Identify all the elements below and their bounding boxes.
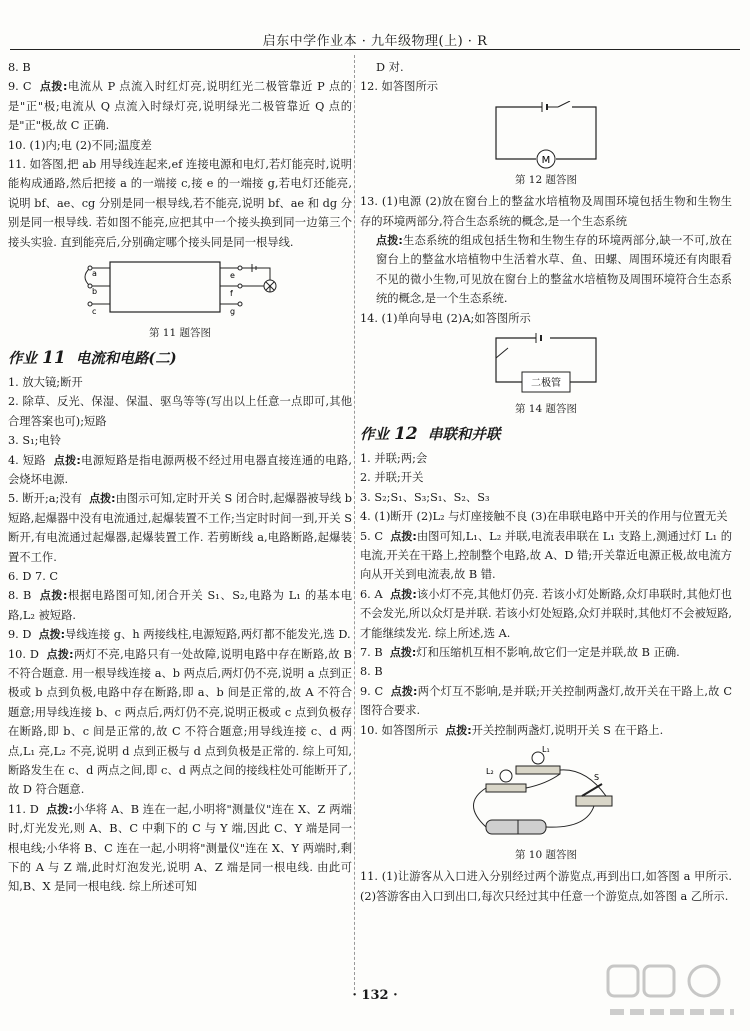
section11-answer-4 [8, 451, 352, 490]
answer-text: 生态系统的组成包括生物和生物生存的环境两部分,缺一不可,放在窗台上的整盆水培植物中生活着水草、鱼、田螺、周围环境还有肉眼看不见的微小生物,可见放在窗台上的整盆水培植物及周围环境符合生态系统的概念,是一个生态系统. [376, 234, 732, 306]
terminal-f-label: f [230, 289, 233, 299]
watermark-logo [604, 960, 744, 1028]
terminal-a-label: a [92, 269, 97, 279]
lamp-base-l2 [486, 784, 526, 792]
section-12-heading [360, 425, 732, 444]
answer-label: 9. C [360, 684, 384, 698]
switch-icon [558, 101, 570, 107]
answer-text: 导线连接 g、h 两接线柱,电源短路,两灯都不能发光,选 D. [65, 628, 351, 642]
answer-text: 根据电路图可知,闭合开关 S₁、S₂,电路为 L₁ 的基本电路,L₂ 被短路. [8, 589, 352, 622]
section12-answer-7 [360, 643, 732, 662]
section-prefix: 作业 [8, 350, 37, 368]
figure-11 [8, 256, 352, 343]
answer-text: 两灯不亮,电路只有一处故障,说明电路中存在断路,故 B 不符合题意. 用一根导线连接 a、b 两点后,两灯仍不亮,说明 a 点到正极或 b 点到负极,电路中存在断路,即 a、b 间是正常的,故 A 不符合题意;用导线连接 b、c 两点后,两灯仍不亮,说明正极或 c 点到负极存在断路,即 b、c 间是正常的,故 C 不符合题意;用导线连接 c、d 两点,L₁ 亮,L₂ 不亮,说明 d 点到正极与 d 点到负极是正常的. 综上可知,断路发生在 c、d 两点之间,即 c、d 两点之间的接线柱处可能断开了,故 D 符合题意. [8, 647, 352, 797]
answer-label: 5. 断开;a;没有 [8, 492, 82, 506]
figure-12 [360, 101, 732, 190]
section11-answer-11 [8, 800, 352, 897]
answer-label: 7. B [360, 645, 383, 659]
answer-9 [8, 77, 352, 135]
answer-text: 由图可知,L₁、L₂ 并联,电流表串联在 L₁ 支路上,测通过灯 L₁ 的电流,开关在干路上,控制整个电路,故 A、D 错;开关靠近电源正极,故电流方向从开关到电流表,故 B 错. [360, 529, 733, 582]
left-column [8, 58, 352, 897]
section12-answer-10 [360, 721, 732, 740]
section11-answer-6-7: 6. D 7. C [8, 569, 59, 583]
terminal-e-label: e [230, 271, 235, 281]
battery-icon [486, 820, 546, 834]
s-label: S [594, 772, 600, 782]
answer-8: 8. B [8, 61, 31, 74]
answer-text: 电流从 P 点流入时红灯亮,说明红光二极管靠近 P 点的是"正"极;电流从 Q 点流入时绿灯亮,说明绿光二极管靠近 Q 点的是"正"极,故 C 正确. [8, 80, 352, 133]
hint-label: 点拨: [46, 647, 74, 661]
figure-12-caption: 第 12 题答图 [514, 173, 578, 186]
header-rule [10, 49, 740, 50]
section11-answer-3: 3. S₁;电铃 [8, 434, 62, 448]
section11-answer-5 [8, 489, 352, 567]
hint-label: 点拨: [390, 587, 417, 601]
section12-answer-2: 2. 并联;开关 [360, 471, 424, 485]
section11-answer-10 [8, 645, 352, 800]
section11-answer-8 [8, 586, 352, 625]
section-title: 电流和电路(二) [75, 350, 177, 368]
answer-label: 8. B [8, 589, 32, 603]
section12-answer-8: 8. B [360, 665, 383, 679]
answer-11: 11. 如答图,把 ab 用导线连起来,ef 连接电源和电灯,若灯能亮时,说明能构成通路,然后把接 a 的一端接 c,接 e 的一端接 g,若电灯还能亮,说明 bf、ae、cg 分别是同一根导线,若不能亮,说明 bf、ae 和 dg 分别是同一根导线. 若如图不能亮,应把其中一个接头换到同一边第三个接头实验. 直到能亮后,分别确定哪个接头同是同一根导线. [8, 158, 352, 249]
answer-label: 4. 短路 [8, 453, 46, 467]
section12-answer-11: 11. (1)让游客从入口进入分别经过两个游览点,再到出口,如答图 a 甲所示. (2)答游客由入口到出口,每次只经过其中任意一个游览点,如答图 a 乙所示. [360, 870, 732, 903]
figure-11-caption: 第 11 题答图 [148, 327, 212, 340]
lamp-base-l1 [516, 766, 560, 774]
figure-10 [360, 744, 732, 865]
answer-text: 开关控制两盏灯,说明开关 S 在干路上. [471, 723, 664, 737]
switch-base [576, 796, 612, 806]
section11-answer-1: 1. 放大镜;断开 [8, 375, 83, 389]
answer-text: 两个灯互不影响,是并联;开关控制两盏灯,故开关在干路上,故 C 图符合要求. [360, 684, 732, 718]
answer-12: 12. 如答图所示 [360, 80, 439, 94]
section12-answer-5 [360, 527, 732, 585]
answer-label: 6. A [360, 587, 383, 601]
figure-14-caption: 第 14 题答图 [514, 403, 578, 416]
motor-label: M [541, 154, 551, 166]
hint-label: 点拨: [39, 589, 68, 603]
section-title: 串联和并联 [427, 426, 501, 444]
hint-label: 点拨: [46, 802, 73, 816]
figure-14 [360, 332, 732, 419]
section12-answer-1: 1. 并联;两;会 [360, 451, 428, 465]
diode-label: 二极管 [531, 378, 561, 390]
answer-text: 由图示可知,定时开关 S 闭合时,起爆器被导线 b 短路,起爆器中没有电流通过,起爆装置不工作;当定时时间一到,开关 S 断开,有电流通过起爆器,起爆装置工作. 若剪断线 a,电路断路,起爆装置不工作. [8, 492, 353, 564]
section12-answer-6 [360, 585, 732, 643]
hint-label: 点拨: [376, 234, 403, 248]
answer-label: 10. 如答图所示 [360, 723, 439, 737]
page-header [0, 0, 750, 50]
section12-answer-4: 4. (1)断开 (2)L₂ 与灯座接触不良 (3)在串联电路中开关的作用与位置无关 [360, 510, 728, 524]
switch-icon [496, 348, 508, 358]
section-number: 11 [42, 348, 66, 369]
answer-text: 灯和压缩机互相不影响,故它们一定是并联,故 B 正确. [416, 645, 680, 659]
switch-icon [582, 784, 602, 796]
hint-label: 点拨: [39, 80, 68, 94]
section11-answer-9 [8, 625, 352, 644]
answer-label: 10. D [8, 647, 39, 661]
hint-label: 点拨: [38, 628, 66, 642]
section12-answer-3: 3. S₂;S₁、S₃;S₁、S₂、S₃ [360, 490, 490, 504]
terminal-b-label: b [92, 287, 98, 297]
answer-label: 9. D [8, 628, 32, 642]
answer-14: 14. (1)单向导电 (2)A;如答图所示 [360, 311, 531, 325]
l1-label: L₁ [542, 744, 550, 754]
answer-13: 13. (1)电源 (2)放在窗台上的整盆水培植物及周围环境包括生物和生物生存的环境两部分,符合生态系统的概念,是一个生态系统 [360, 195, 732, 228]
answer-label: 11. D [8, 802, 39, 816]
header-title: 启东中学作业本 · 九年级物理(上) · R [262, 34, 488, 49]
figure-12-diagram [486, 101, 606, 169]
section11-answer-2: 2. 除草、反光、保湿、保温、驱鸟等等(写出以上任意一点即可,其他合理答案也可);短路 [8, 395, 352, 428]
answer-text: 该小灯不亮,其他灯仍亮. 若该小灯处断路,众灯串联时,其他灯也不会发光,所以众灯是并联. 若该小灯处短路,众灯并联时,其他灯不会被短路,才能继续发光. 综上所述,选 A. [360, 587, 732, 640]
section-number: 12 [394, 424, 418, 445]
answer-label: 9. C [8, 80, 32, 94]
figure-10-caption: 第 10 题答图 [514, 848, 578, 861]
answer-text: 电源短路是指电源两极不经过用电器直接连通的电路,会烧坏电源. [8, 453, 352, 486]
hint-label: 点拨: [53, 453, 81, 467]
section-prefix: 作业 [360, 426, 389, 444]
bulb-l2-icon [500, 770, 512, 782]
answer-label: 5. C [360, 529, 384, 543]
page-number: · 132 · [352, 988, 398, 1003]
figure-11-diagram [70, 256, 290, 322]
right-column [360, 58, 732, 906]
hint-label: 点拨: [445, 723, 472, 737]
terminal-g-label: g [230, 307, 236, 317]
figure-14-diagram [486, 332, 606, 398]
answer-10: 10. (1)内;电 (2)不同;温度差 [8, 138, 152, 152]
hint-label: 点拨: [389, 645, 417, 659]
figure-10-diagram [456, 744, 636, 844]
hint-label: 点拨: [390, 684, 418, 698]
hint-label: 点拨: [89, 492, 116, 506]
answer-continuation: D 对. [376, 61, 404, 74]
section-11-heading [8, 349, 352, 368]
column-divider [354, 55, 355, 990]
terminal-c-label: c [92, 307, 97, 317]
answer-text: 小华将 A、B 连在一起,小明将"测量仪"连在 X、Z 两端时,灯光发光,则 A、B、C 中剩下的 C 与 Y 端,因此 C、Y 端是同一根电线;小华将 B、C 连在一起,小明将"测量仪"连在 X、Y 两端时,剩下的 A 与 Z 端,此时灯泡发光,说明 A、Z 端是同一根电线. 由此可知,B、X 是同一根电线. 综上所述可知 [8, 802, 352, 894]
l2-label: L₂ [486, 766, 494, 776]
answer-13-hint [360, 231, 732, 309]
hint-label: 点拨: [390, 529, 417, 543]
section12-answer-9 [360, 682, 732, 721]
